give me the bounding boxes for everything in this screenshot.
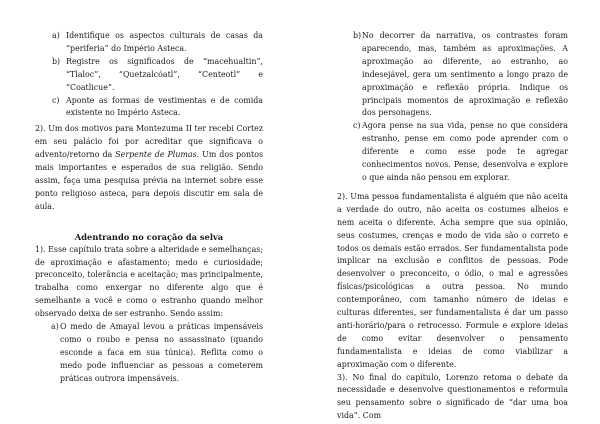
list-item-text: O medo de Amayal levou a práticas impensáveis como o roubo e pensa no assassinato (quando esconde a faca em sua túnica). Reflita como o medo pode influenciar as pessoas a cometerem práticas outrora impensáveis. xyxy=(60,322,263,383)
list-item xyxy=(345,30,568,120)
left-sublist xyxy=(35,321,263,386)
list-item-text: Agora pense na sua vida, pense no que considera estranho, pense em como pode aprender com o diferente e como esse pode te agregar conhecimentos novos. Pense, desenvolva e explore o que ainda não pensou em explorar. xyxy=(362,121,568,182)
list-item xyxy=(43,95,263,121)
emphasis-serpente: Serpente de Plumas xyxy=(115,150,197,160)
list-item xyxy=(43,56,263,95)
list-item xyxy=(345,120,568,185)
list-item-label: c) xyxy=(52,95,60,105)
list-item-text: No decorrer da narrativa, os contrastes foram aparecendo, mas, também as aproximações. A aproximação ao diferente, ao estranho, ao indesejável, gera um sentimento a longo prazo de aproximação e reflexão própria. Indique os principais momentos de aproximação e reflexão dos personagens. xyxy=(362,31,568,118)
list-item-label: b) xyxy=(353,31,362,40)
list-item xyxy=(43,321,263,386)
right-question-list xyxy=(337,30,568,185)
question-2-paragraph: 2). Um dos motivos para Montezuma II ter recebi Cortez em seu palácio foi por acreditar que significava o advento/retorno da Serpente de Plumas. Um dos pontos mais importantes e esperados de sua religião. Sendo assim, faça uma pesquisa prévia na internet sobre esse ponto religioso asteca, para depois discutir em sala de aula. xyxy=(35,124,263,211)
question-3-paragraph: 3). No final do capítulo, Lorenzo retoma o debate da necessidade e desenvolve questionamentos e reformula seu pensamento sobre o significado de “dar uma boa vida”. Com xyxy=(337,372,568,421)
list-item-label: b) xyxy=(52,56,61,66)
question-2-paragraph: 2). Uma pessoa fundamentalista é alguém que não aceita a verdade do outro, não aceita os costumes alheios e nem aceita o diferente. Acha sempre que sua opinião, seus costumes, crenças e modo de vida são o correto e todos os demais estão errados. Ser fundamentalista pode implicar na exclusão e conflitos de pessoas. Pode desenvolver o preconceito, o ódio, o mal e agressões físicas/psicológicas a outra pessoa. No mundo contemporâneo, com tamanho número de ideias e culturas diferentes, ser fundamentalista é dar um passo anti-horário/para o retrocesso. Formule e explore ideias de como evitar desenvolver o pensamento fundamentalista e ideias de como viabilizar a aproximação com o diferente. xyxy=(337,191,568,369)
left-question-list xyxy=(35,30,263,120)
question-1-paragraph: 1). Esse capítulo trata sobre a alteridade e semelhanças; de aproximação e afastamento; medo e curiosidade; preconceito, tolerância e aceitação; mas principalmente, trabalha como enxergar no diferente algo que é semelhante a você e como o estranho quando melhor observado deixa de ser estranho. Sendo assim: xyxy=(35,244,263,319)
list-item-label: c) xyxy=(353,121,361,131)
list-item-text: Identifique os aspectos culturais de casas da “periferia” do Império Asteca. xyxy=(66,31,263,53)
right-page-column xyxy=(337,30,568,423)
list-item-label: a) xyxy=(51,322,59,332)
left-page-column xyxy=(35,30,263,386)
list-item-text: Aponte as formas de vestimentas e de comida existente no Império Asteca. xyxy=(66,95,263,118)
list-item xyxy=(43,30,263,56)
list-item-text: Registre os significados de “macehualtin”, “Tlaloc”, “Quetzalcóatl”, “Centeotl” e “Coatlicue”. xyxy=(66,56,263,92)
section-heading: Adentrando no coração da selva xyxy=(74,231,224,242)
list-item-label: a) xyxy=(52,31,60,40)
